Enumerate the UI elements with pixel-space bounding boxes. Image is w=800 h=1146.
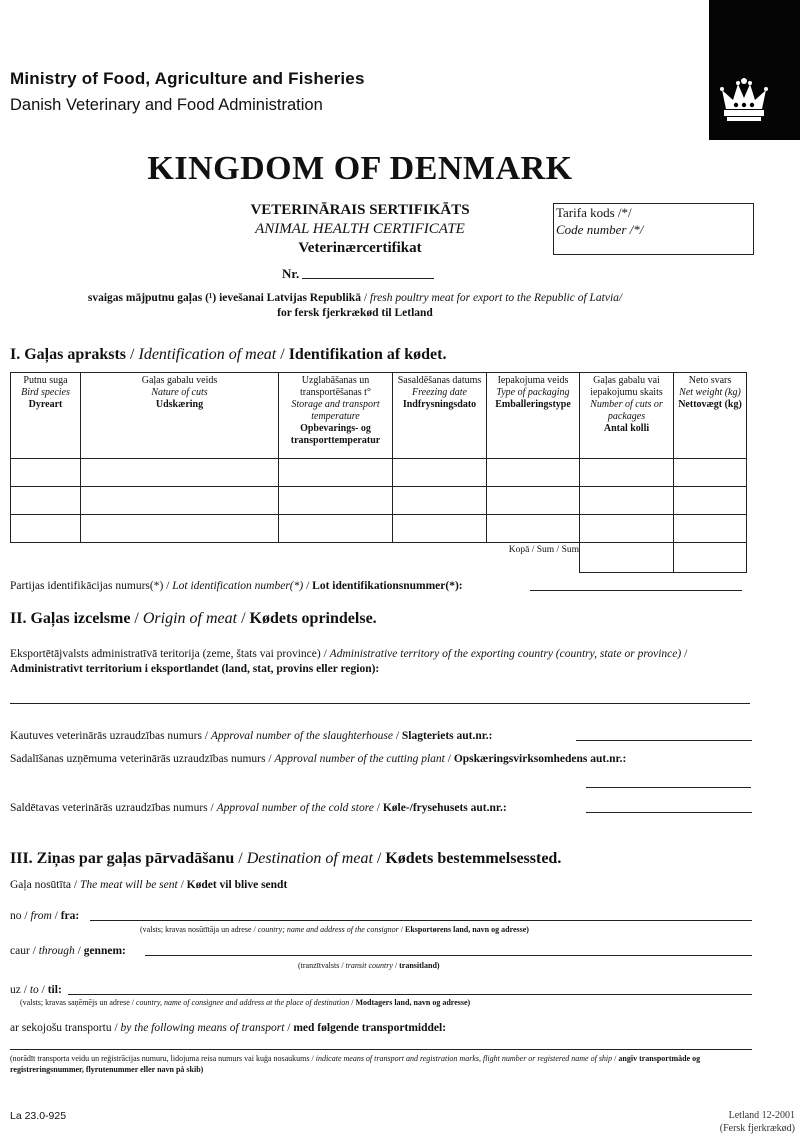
section-3-title-da: Kødets bestemmelsessted. [385,850,562,867]
section-3-title-lv: III. Ziņas par gaļas pārvadāšanu [10,850,235,867]
table-row [11,515,747,543]
sum-weight-cell[interactable] [674,543,747,573]
form-version-line2: (Fersk fjerkrækød) [719,1123,795,1134]
section-3-title: III. Ziņas par gaļas pārvadāšanu / Destination of meat / Kødets bestemmelsessted. [10,850,562,867]
certificate-title-en: ANIMAL HEALTH CERTIFICATE [255,221,465,237]
sum-label: Kopā / Sum / Sum [508,545,579,555]
table-cell[interactable] [393,487,487,515]
certificate-subtitle: svaigas mājputnu gaļas (¹) ievešanai Latvijas Republikā / fresh poultry meat for export to the Republic of Latvia/ for fersk fjerkrækød til Letland [87,292,623,319]
tariff-code-box[interactable] [553,203,754,255]
table-cell[interactable] [279,459,393,487]
form-version [690,1109,795,1135]
column-header: Gaļas gabalu veids Nature of cuts Udskæring [81,373,279,459]
transport-note: (norādīt transporta veidu un reģistrācijas numuru, lidojuma reisa numurs vai kuģa nosaukums / indicate means of transport and registration marks, flight number or registered name of ship / angiv transportmåde og registreringsnummer, flyrutenummer eller navn på skib) [10,1054,701,1074]
cold-store-field[interactable] [586,812,752,813]
slaughterhouse-field[interactable] [576,740,752,741]
through-note: (tranzītvalsts / transit country / transitland) [298,961,440,970]
tariff-label-lv: Tarifa kods /*/ [556,205,632,220]
table-cell[interactable] [81,487,279,515]
subtitle-da: for fersk fjerkrækød til Letland [277,307,433,319]
section-2-title-lv: II. Gaļas izcelsme [10,610,131,627]
section-2-title: II. Gaļas izcelsme / Origin of meat / Kødets oprindelse. [10,610,377,627]
ministry-name: Ministry of Food, Agriculture and Fisheries [10,69,365,88]
column-header: Uzglabāšanas un transportēšanas t° Storage and transport temperature Opbevarings- og transporttemperatur [279,373,393,459]
table-header-row [11,373,747,459]
section-2-title-en: Origin of meat [142,610,238,627]
table-cell[interactable] [674,459,747,487]
form-code: La 23.0-925 [10,1110,67,1122]
through-field[interactable] [145,955,752,956]
table-cell[interactable] [487,487,580,515]
crown-icon [718,76,770,124]
column-header: Putnu suga Bird species Dyreart [11,373,81,459]
column-header: Iepakojuma veids Type of packaging Emballeringstype [487,373,580,459]
table-cell[interactable] [580,487,674,515]
tariff-label-en: Code number /*/ [556,222,644,237]
transport-label: ar sekojošu transportu / by the following means of transport / med følgende transportmiddel: [10,1022,447,1034]
table-cell[interactable] [81,459,279,487]
from-label: no / from / fra: [10,910,80,922]
certificate-title-lv: VETERINĀRAIS SERTIFIKĀTS [250,202,470,218]
subtitle-lv: svaigas mājputnu gaļas (¹) ievešanai Latvijas Republikā [87,292,361,304]
cutting-plant-label: Sadalīšanas uzņēmuma veterinārās uzraudzības numurs / Approval number of the cutting plant / Opskæringsvirksomhedens aut.nr.: [10,753,627,765]
column-header: Sasaldēšanas datums Freezing date Indfrysningsdato [393,373,487,459]
territory-label: Eksportētājvalsts administratīvā teritorija (zeme, štats vai province) / Administrative territory of the exporting country (country, state or province) / Administrativt territorium i eksportlandet (land, stat, provins eller region): [10,648,688,675]
meat-identification-table [10,372,747,573]
table-cell[interactable] [393,459,487,487]
lot-number-label: Partijas identifikācijas numurs(*) / Lot identification number(*) / Lot identifikationsnummer(*): [10,580,463,592]
nr-field[interactable] [302,278,434,279]
table-cell[interactable] [674,487,747,515]
table-cell[interactable] [81,515,279,543]
to-field[interactable] [68,994,752,995]
table-cell[interactable] [580,459,674,487]
table-cell[interactable] [11,515,81,543]
transport-field[interactable] [10,1049,752,1050]
table-cell[interactable] [674,515,747,543]
nr-label: Nr. [282,266,300,281]
country-title: KINGDOM OF DENMARK [147,150,573,187]
form-version-line1: Letland 12-2001 [728,1110,795,1121]
table-cell[interactable] [393,515,487,543]
section-3-title-en: Destination of meat [246,850,373,867]
administration-name: Danish Veterinary and Food Administration [10,96,323,114]
table-cell[interactable] [11,487,81,515]
to-label: uz / to / til: [10,984,62,996]
territory-field[interactable] [10,703,750,704]
table-cell[interactable] [487,459,580,487]
column-header: Neto svars Net weight (kg) Nettovægt (kg) [674,373,747,459]
table-cell[interactable] [580,515,674,543]
table-cell[interactable] [279,487,393,515]
section-2-title-da: Kødets oprindelse. [249,610,377,627]
cutting-plant-field[interactable] [586,787,751,788]
column-header: Gaļas gabalu vai iepakojumu skaits Number of cuts or packages Antal kolli [580,373,674,459]
subtitle-en: fresh poultry meat for export to the Republic of Latvia/ [369,292,623,304]
table-cell[interactable] [487,515,580,543]
meat-sent-label: Gaļa nosūtīta / The meat will be sent / Kødet vil blive sendt [10,879,288,891]
cold-store-label: Saldētavas veterinārās uzraudzības numurs / Approval number of the cold store / Køle-/frysehusets aut.nr.: [10,802,507,814]
to-note: (valsts; kravas saņēmējs un adrese / country, name of consignee and address at the place of destination / Modtagers land, navn og adresse) [20,998,471,1007]
section-1-title-en: Identification of meat [138,346,277,363]
table-cell[interactable] [279,515,393,543]
table-cell[interactable] [11,459,81,487]
table-row [11,459,747,487]
through-label: caur / through / gennem: [10,945,126,957]
slaughterhouse-label: Kautuves veterinārās uzraudzības numurs / Approval number of the slaughterhouse / Slagteriets aut.nr.: [10,730,493,742]
from-note: (valsts; kravas nosūtītāja un adrese / country; name and address of the consignor / Eksportørens land, navn og adresse) [140,925,529,934]
section-1-title: I. Gaļas apraksts / Identification of meat / Identifikation af kødet. [10,346,447,363]
certificate-title-da: Veterinærcertifikat [298,240,422,256]
from-field[interactable] [90,920,752,921]
sum-packages-cell[interactable] [580,543,674,573]
section-1-title-da: Identifikation af kødet. [288,346,447,363]
sum-row [11,543,747,573]
section-1-title-lv: I. Gaļas apraksts [10,346,127,363]
table-row [11,487,747,515]
lot-number-field[interactable] [530,590,742,591]
